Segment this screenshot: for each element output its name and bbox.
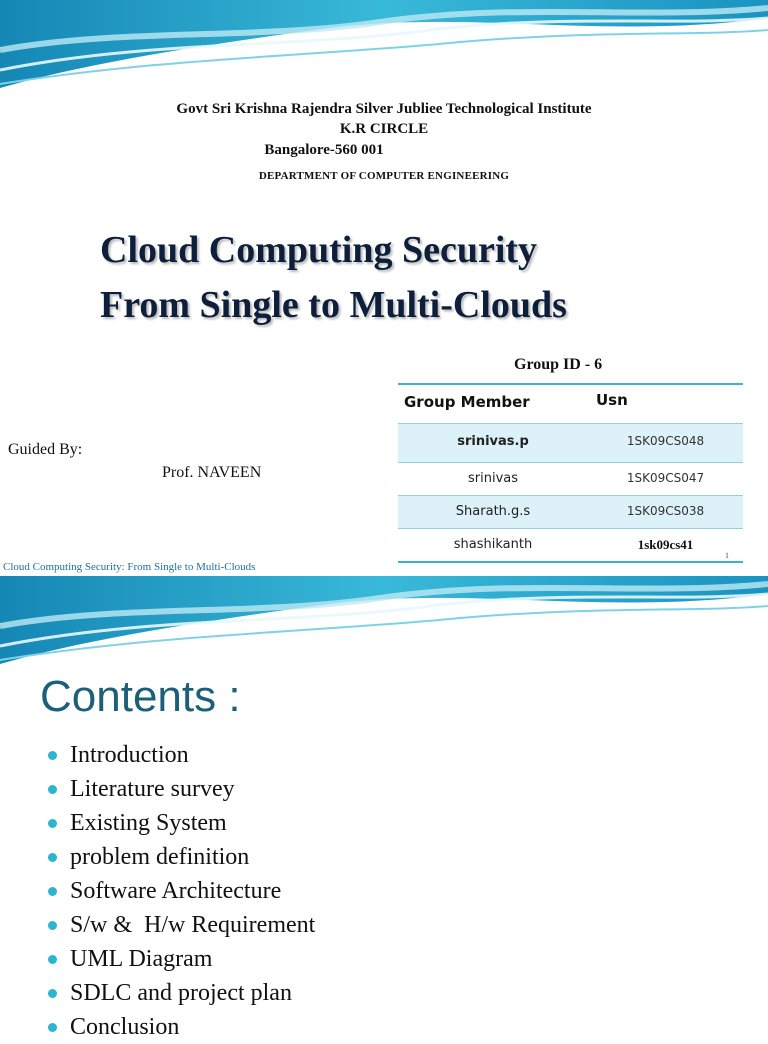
member-name: srinivas — [467, 471, 518, 486]
group-id: Group ID - 6 — [514, 356, 603, 373]
header-wave-decoration — [0, 576, 768, 666]
title-line-1: Cloud Computing Security — [100, 229, 538, 271]
address-line-2: Bangalore-560 001 — [264, 142, 384, 158]
contents-heading: Contents : — [40, 672, 241, 721]
table-row — [398, 496, 743, 529]
member-usn: 1SK09CS048 — [626, 434, 705, 448]
slide-footer: Cloud Computing Security: From Single to Multi-Clouds — [3, 561, 256, 573]
address-line-1: K.R CIRCLE — [339, 121, 429, 137]
table-row — [398, 463, 743, 496]
table-row — [398, 529, 743, 563]
institute-name: Govt Sri Krishna Rajendra Silver Jubliee Technological Institute — [176, 101, 592, 117]
table-row — [398, 424, 743, 463]
member-usn: 1SK09CS038 — [626, 504, 705, 518]
bullet-dot-icon — [48, 819, 57, 828]
bullet-dot-icon — [48, 989, 57, 998]
list-item: S/w & H/w Requirement — [48, 908, 315, 942]
list-item: SDLC and project plan — [48, 976, 315, 1010]
table-header-row — [398, 385, 743, 424]
contents-list — [48, 738, 315, 1044]
guide-name: Prof. NAVEEN — [162, 464, 262, 481]
list-item: Introduction — [48, 738, 315, 772]
member-name: shashikanth — [453, 537, 533, 552]
list-item: Literature survey — [48, 772, 315, 806]
group-members-table — [398, 383, 743, 563]
list-item: problem definition — [48, 840, 315, 874]
bullet-dot-icon — [48, 853, 57, 862]
member-usn: 1SK09CS047 — [626, 471, 705, 485]
list-item: Existing System — [48, 806, 315, 840]
member-name: srinivas.p — [457, 434, 529, 449]
header-usn: Usn — [596, 391, 628, 409]
list-item: Conclusion — [48, 1010, 315, 1044]
bullet-dot-icon — [48, 955, 57, 964]
guided-by-label: Guided By: — [8, 441, 83, 458]
member-name: Sharath.g.s — [455, 504, 531, 519]
header-group-member: Group Member — [404, 393, 530, 411]
page-number: 1 — [725, 551, 729, 560]
list-item: Software Architecture — [48, 874, 315, 908]
title-line-2: From Single to Multi-Clouds — [100, 284, 567, 326]
list-item: UML Diagram — [48, 942, 315, 976]
bullet-dot-icon — [48, 751, 57, 760]
bullet-dot-icon — [48, 785, 57, 794]
department-name: DEPARTMENT OF COMPUTER ENGINEERING — [258, 170, 510, 182]
bullet-dot-icon — [48, 921, 57, 930]
bullet-dot-icon — [48, 1023, 57, 1032]
contents-slide — [0, 576, 768, 1040]
header-wave-decoration — [0, 0, 768, 90]
bullet-dot-icon — [48, 887, 57, 896]
member-usn: 1sk09cs41 — [637, 537, 694, 552]
